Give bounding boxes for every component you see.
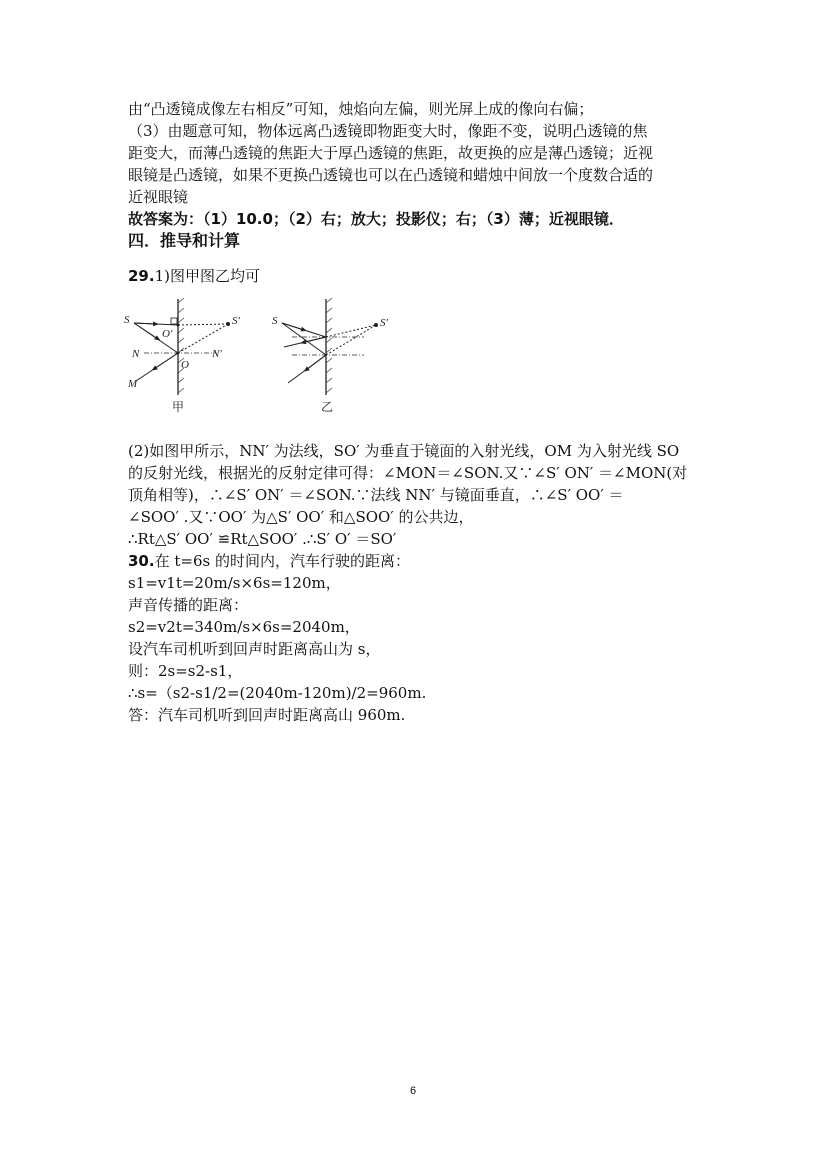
text-line: (2)如图甲所示，NN′ 为法线，SO′ 为垂直于镜面的入射光线，OM 为入射光线 SO — [128, 442, 680, 460]
question-30 — [128, 550, 410, 572]
question-29 — [128, 265, 260, 287]
page-number: 6 — [409, 1085, 417, 1097]
text-line: 则：2s=s2-s1， — [128, 662, 243, 680]
text-line: ∴Rt△S′ OO′ ≌Rt△SOO′ .∴S′ O′ ＝SO′ — [128, 530, 397, 548]
label-s-prime-yi: S′ — [380, 317, 388, 329]
text-line: 答：汽车司机听到回声时距离高山 960m. — [128, 706, 406, 724]
text-line: 近视眼镜 — [128, 188, 189, 206]
section-heading: 四．推导和计算 — [128, 231, 241, 250]
label-n: N — [132, 348, 140, 360]
label-s-yi: S — [272, 315, 278, 327]
text-line: 的反射光线，根据光的反射定律可得：∠MON＝∠SON.又∵∠S′ ON′ ＝∠MON(对 — [128, 464, 688, 482]
text-line: ∴s=（s2-s1/2=(2040m-120m)/2=960m. — [128, 684, 427, 702]
text-line: 眼镜是凸透镜，如果不更换凸透镜也可以在凸透镜和蜡烛中间放一个度数合适的 — [128, 166, 654, 184]
label-s: S — [124, 314, 130, 326]
question-number: 30. — [128, 552, 155, 570]
text-line: 设汽车司机听到回声时距离高山为 s， — [128, 640, 381, 658]
label-s-prime: S′ — [232, 315, 240, 327]
text-line: 距变大，而薄凸透镜的焦距大于厚凸透镜的焦距，故更换的应是薄凸透镜；近视 — [128, 144, 654, 162]
label-o: O — [181, 359, 189, 371]
optics-figure — [120, 295, 388, 425]
question-number: 29. — [128, 267, 155, 285]
label-n-prime: N′ — [212, 348, 222, 360]
label-m: M — [128, 378, 138, 390]
caption-yi: 乙 — [321, 400, 334, 414]
answer-line: 故答案为：（1）10.0；（2）右；放大；投影仪；右；（3）薄；近视眼镜． — [128, 210, 624, 228]
text-line: ∠SOO′ .又∵OO′ 为△S′ OO′ 和△SOO′ 的公共边， — [128, 508, 474, 526]
text-line: s1=v1t=20m/s×6s=120m， — [128, 574, 341, 592]
text-line: 由“凸透镜成像左右相反”可知，烛焰向左偏，则光屏上成的像向右偏； — [128, 100, 594, 118]
text-line: 声音传播的距离： — [128, 596, 249, 614]
label-o-prime: O′ — [162, 328, 173, 340]
text-line: s2=v2t=340m/s×6s=2040m， — [128, 618, 360, 636]
text-line: 顶角相等)，∴∠S′ ON′ ＝∠SON.∵法线 NN′ 与镜面垂直，∴∠S′ OO′ ＝ — [128, 486, 624, 504]
question-text: 在 t=6s 的时间内，汽车行驶的距离： — [154, 552, 410, 570]
text-line: （3）由题意可知，物体远离凸透镜即物距变大时，像距不变，说明凸透镜的焦 — [128, 122, 648, 140]
caption-jia: 甲 — [172, 400, 185, 414]
question-text: 1)图甲图乙均可 — [154, 267, 260, 285]
